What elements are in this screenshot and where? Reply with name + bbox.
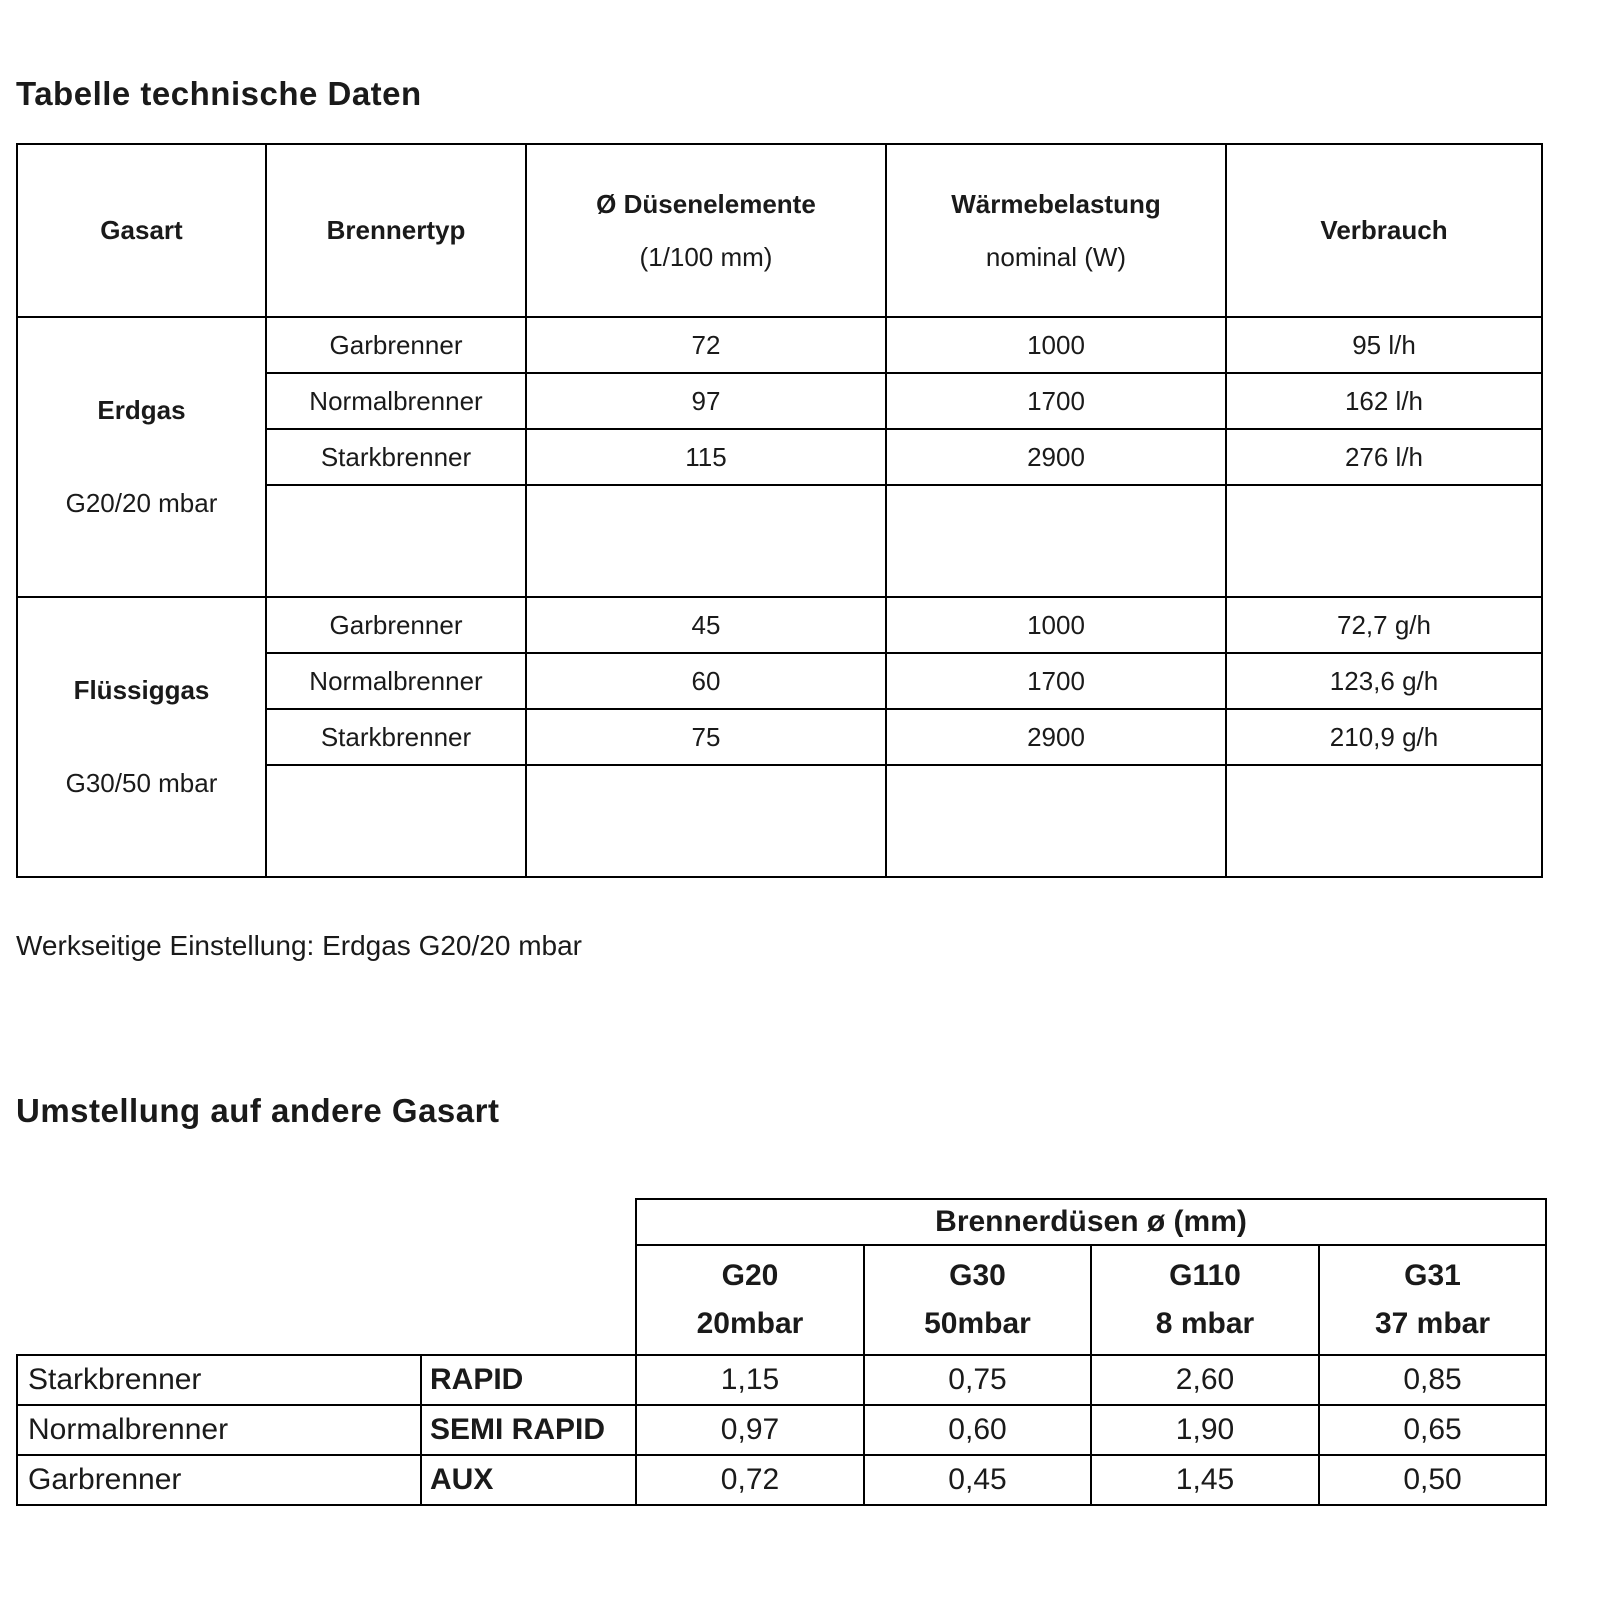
gas-pressure: G30/50 mbar [65,768,218,798]
cell-duese: 115 [526,429,886,485]
col-header-gasart: Gasart [17,144,266,317]
cell-value: 0,75 [864,1355,1091,1405]
col-header-duesenelemente [526,144,886,317]
cell-waerme: 1000 [886,317,1226,373]
table-row [17,597,1542,653]
gas-code: G20 [721,1259,779,1292]
gas-pressure: G20/20 mbar [65,488,218,518]
gas-type-cell-fluessiggas [17,597,266,877]
empty-cell [266,765,526,877]
cell-value: 0,50 [1319,1455,1546,1505]
gas-pressure: 20mbar [696,1307,804,1340]
gas-code: G30 [949,1259,1006,1292]
spacer-cell [17,1245,636,1355]
cell-brennertyp: Starkbrenner [266,429,526,485]
conversion-title: Umstellung auf andere Gasart [16,1092,500,1129]
cell-brennertyp: Garbrenner [266,317,526,373]
cell-waerme: 1700 [886,653,1226,709]
empty-cell [1226,765,1542,877]
cell-verbrauch: 210,9 g/h [1226,709,1542,765]
empty-cell [526,485,886,597]
conversion-gas-header-row [17,1245,1546,1355]
gas-column-header-g31 [1319,1245,1546,1355]
empty-cell [1226,485,1542,597]
cell-duese: 75 [526,709,886,765]
gas-name: Erdgas [97,395,186,425]
cell-value: 2,60 [1091,1355,1319,1405]
gas-code: G31 [1404,1259,1461,1292]
col-header-brennertyp: Brennertyp [266,144,526,317]
cell-duese: 60 [526,653,886,709]
cell-verbrauch: 276 l/h [1226,429,1542,485]
empty-cell [266,485,526,597]
cell-verbrauch: 123,6 g/h [1226,653,1542,709]
cell-value: 0,45 [864,1455,1091,1505]
cell-brennertyp: Garbrenner [266,597,526,653]
empty-cell [526,765,886,877]
technical-data-table [16,143,1543,878]
cell-burner-type: RAPID [421,1355,636,1405]
cell-brennertyp: Starkbrenner [266,709,526,765]
gas-pressure: 50mbar [924,1307,1031,1340]
cell-duese: 72 [526,317,886,373]
cell-value: 1,45 [1091,1455,1319,1505]
col-header-duesenelemente-line2: (1/100 mm) [639,241,773,272]
table-row [17,1405,1546,1455]
cell-value: 1,15 [636,1355,864,1405]
cell-waerme: 1700 [886,373,1226,429]
technical-data-title: Tabelle technische Daten [16,75,422,112]
cell-value: 1,90 [1091,1405,1319,1455]
cell-burner-name: Normalbrenner [17,1405,421,1455]
cell-duese: 97 [526,373,886,429]
cell-burner-name: Garbrenner [17,1455,421,1505]
cell-verbrauch: 72,7 g/h [1226,597,1542,653]
col-header-duesenelemente-line1: Ø Düsenelemente [596,188,816,219]
factory-setting-note: Werkseitige Einstellung: Erdgas G20/20 mbar [16,930,582,961]
col-header-waermebelastung [886,144,1226,317]
gas-pressure: 37 mbar [1374,1307,1491,1340]
empty-cell [886,485,1226,597]
nozzle-diameter-header: Brennerdüsen ø (mm) [636,1199,1546,1245]
cell-burner-type: AUX [421,1455,636,1505]
cell-value: 0,72 [636,1455,864,1505]
cell-verbrauch: 95 l/h [1226,317,1542,373]
table-row [17,317,1542,373]
cell-brennertyp: Normalbrenner [266,373,526,429]
tech-table-header-row [17,144,1542,317]
conversion-span-header-row [17,1199,1546,1245]
gas-column-header-g30 [864,1245,1091,1355]
gas-column-header-g110 [1091,1245,1319,1355]
table-row [17,1455,1546,1505]
cell-waerme: 2900 [886,429,1226,485]
cell-value: 0,65 [1319,1405,1546,1455]
col-header-waermebelastung-line2: nominal (W) [985,241,1127,272]
cell-brennertyp: Normalbrenner [266,653,526,709]
gas-name: Flüssiggas [73,675,210,705]
col-header-verbrauch: Verbrauch [1226,144,1542,317]
cell-waerme: 2900 [886,709,1226,765]
gas-column-header-g20 [636,1245,864,1355]
cell-burner-type: SEMI RAPID [421,1405,636,1455]
gas-pressure: 8 mbar [1155,1307,1255,1340]
cell-waerme: 1000 [886,597,1226,653]
table-row [17,1355,1546,1405]
cell-burner-name: Starkbrenner [17,1355,421,1405]
cell-verbrauch: 162 l/h [1226,373,1542,429]
empty-cell [886,765,1226,877]
conversion-table [16,1198,1547,1506]
cell-value: 0,85 [1319,1355,1546,1405]
cell-value: 0,60 [864,1405,1091,1455]
cell-duese: 45 [526,597,886,653]
spacer-cell [17,1199,636,1245]
cell-value: 0,97 [636,1405,864,1455]
col-header-waermebelastung-line1: Wärmebelastung [951,188,1161,219]
gas-code: G110 [1169,1259,1241,1292]
gas-type-cell-erdgas [17,317,266,597]
